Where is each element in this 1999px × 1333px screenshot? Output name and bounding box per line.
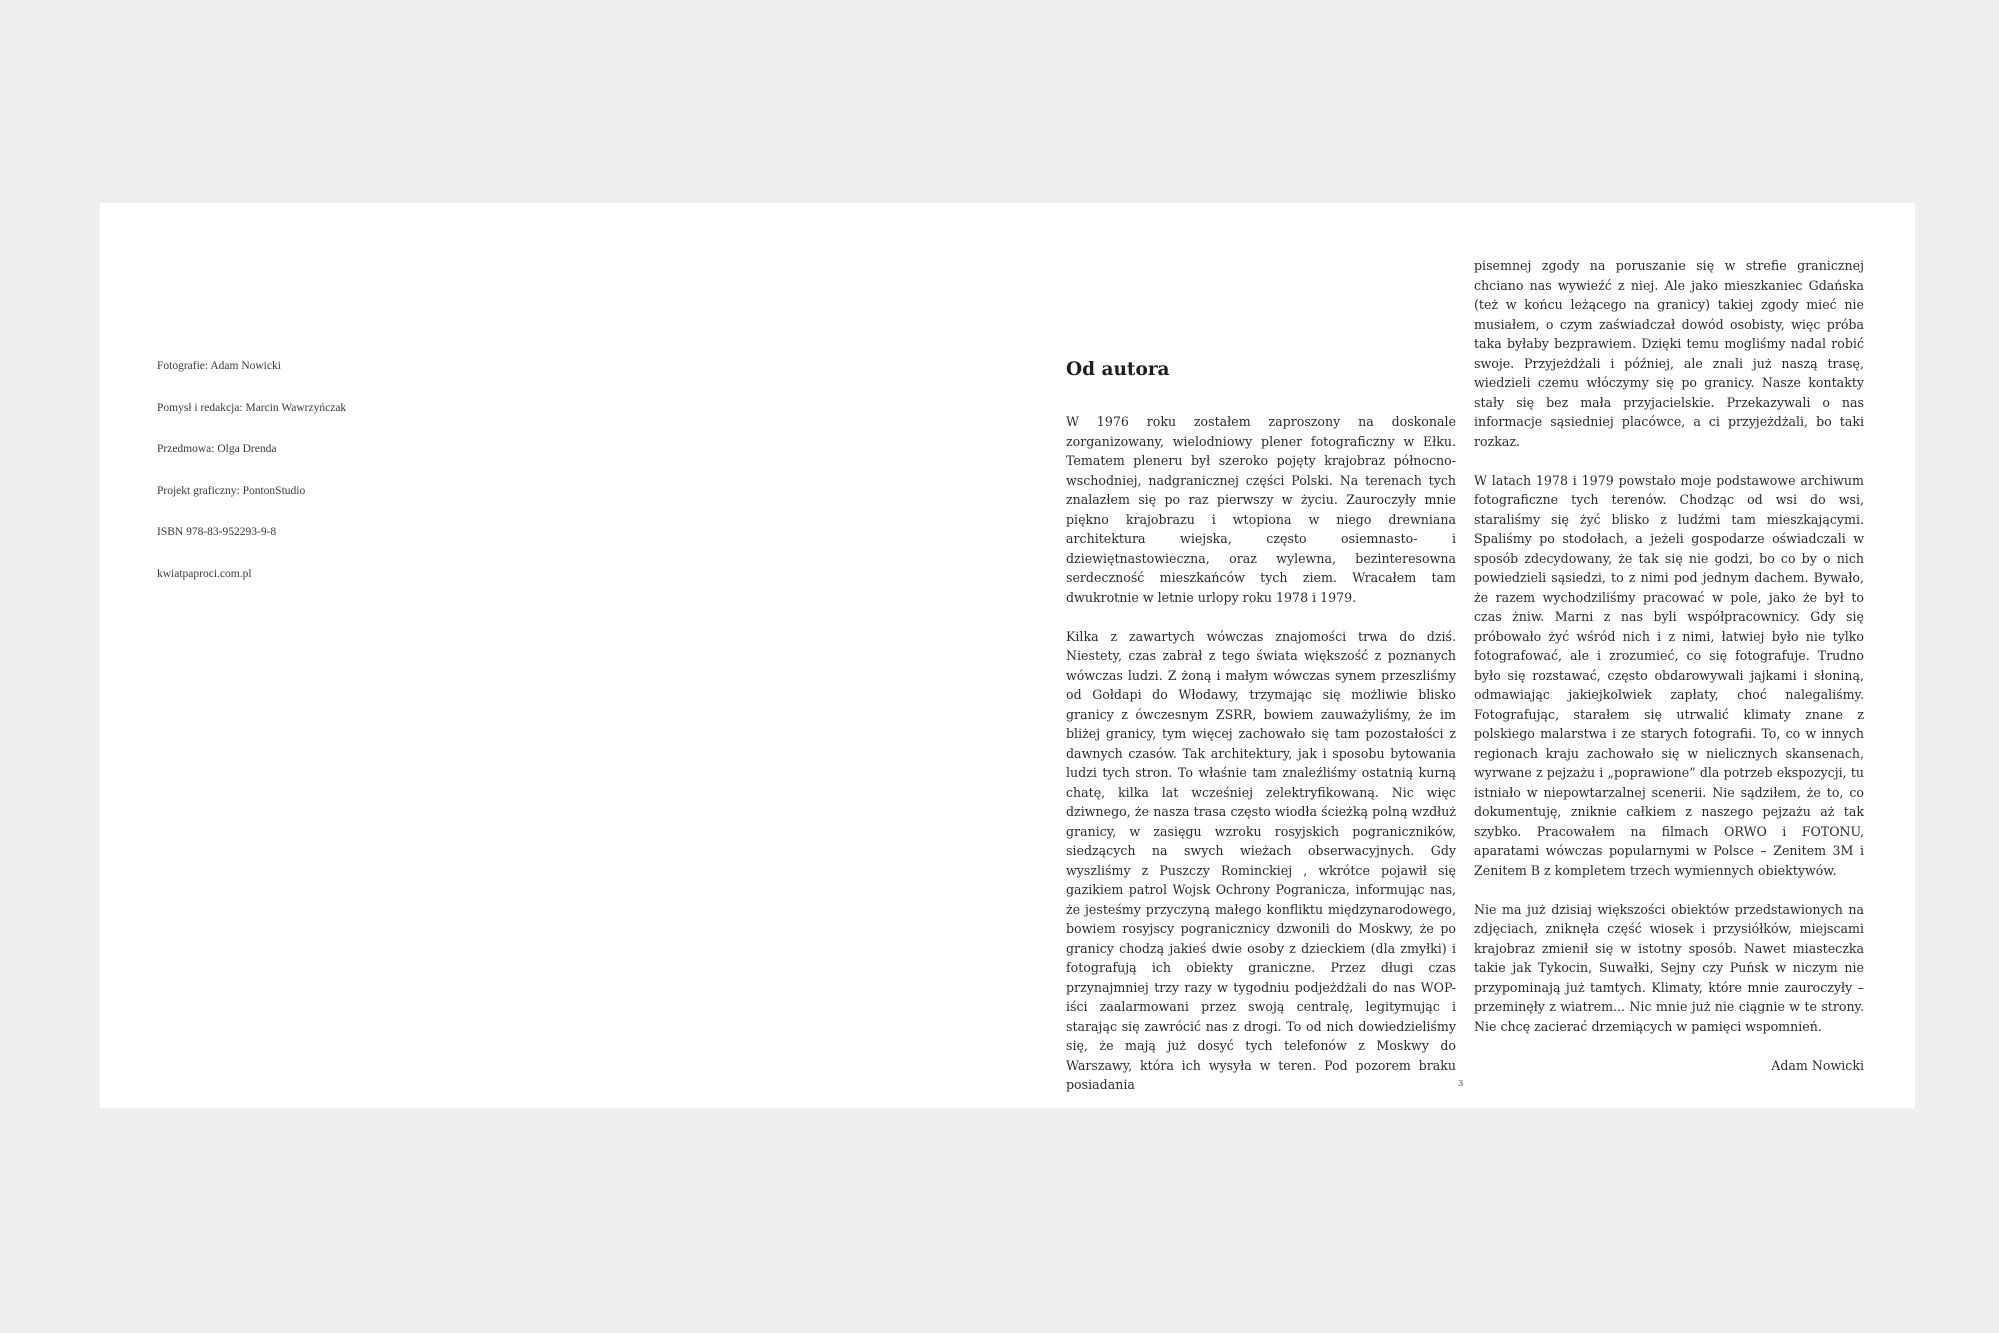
credit-photos: Fotografie: Adam Nowicki	[157, 360, 281, 372]
author-signature: Adam Nowicki	[1771, 1058, 1864, 1073]
paragraph: Nie ma już dzisiaj większości obiektów przedstawionych na zdjęciach, zniknęła część wiosek i przysiółków, miejscami krajobraz zmienił się w istotny sposób. Nawet miasteczka takie jak Tykocin, Suwałki, Sejny czy Puńsk w niczym nie przypominają już tamtych. Klimaty, które mnie zauroczyły – przeminęły z wiatrem... Nic mnie już nie ciągnie w te strony. Nie chcę zacierać drzemiących w pamięci wspomnień.	[1474, 901, 1864, 1034]
book-spread	[100, 203, 1915, 1108]
credit-foreword: Przedmowa: Olga Drenda	[157, 443, 277, 455]
colophon-credits	[157, 359, 577, 608]
text-column-left	[1066, 412, 1456, 1114]
paragraph: pisemnej zgody na poruszanie się w strefie granicznej chciano nas wywieźć z niej. Ale jako mieszkaniec Gdańska (też w końcu leżącego na granicy) takiej zgody mieć nie musiałem, o czym zaświadczał dowód osobisty, więc próba taka byłaby bezprawiem. Dzięki temu mogliśmy nadal robić swoje. Przyjeżdżali i później, ale znali już naszą trasę, wiedzieli czemu włóczymy się po granicy. Nasze kontakty stały się bez mała przyjacielskie. Przekazywali o nas informacje sąsiedniej placówce, a ci przyjeżdżali, bo taki rozkaz.	[1474, 258, 1864, 449]
paragraph: Kilka z zawartych wówczas znajomości trwa do dziś. Niestety, czas zabrał z tego świata większość z poznanych wówczas ludzi. Z żoną i małym wówczas synem przeszliśmy od Gołdapi do Włodawy, trzymając się możliwie blisko granicy z ówczesnym ZSRR, bowiem zauważyliśmy, że im bliżej granicy, tym więcej zachowało się tam pozostałości z dawnych czasów. Tak architektury, jak i sposobu bytowania ludzi tych stron. To właśnie tam znaleźliśmy ostatnią kurną chatę, kilka lat wcześniej zelektryfikowaną. Nic więc dziwnego, że nasza trasa często wiodła ścieżką polną wzdłuż granicy, w zasięgu wzroku rosyjskich pograniczników, siedzących na swych wieżach obserwacyjnych. Gdy wyszliśmy z Puszczy Rominckiej , wkrótce pojawił się gazikiem patrol Wojsk Ochrony Pogranicza, informując nas, że jesteśmy przyczyną małego konfliktu międzynarodowego, bowiem rosyjscy pogranicznicy dzwonili do Moskwy, że po granicy chodzą jakieś dwie osoby z dzieckiem (dla zmyłki) i fotografują ich obiekty graniczne. Przez długi czas przynajmniej trzy razy w tygodniu podjeżdżali do nas WOP-iści zaalarmowani przez swoją centralę, legitymując i starając się zawrócić nas z drogi. To od nich dowiedzieliśmy się, że mają już dosyć tych telefonów z Moskwy do Warszawy, która ich wysyła w teren. Pod pozorem braku posiadania	[1066, 628, 1456, 1092]
credit-design: Projekt graficzny: PontonStudio	[157, 484, 306, 497]
credit-editor: Pomysł i redakcja: Marcin Wawrzyńczak	[157, 401, 347, 414]
page-number: 3	[1458, 1079, 1464, 1089]
article-title: Od autora	[1066, 359, 1170, 380]
paragraph: W 1976 roku zostałem zaproszony na doskonale zorganizowany, wielodniowy plener fotograficzny w Ełku. Tematem pleneru był szeroko pojęty krajobraz północno-wschodniej, nadgranicznej części Polski. Na terenach tych znalazłem się po raz pierwszy w życiu. Zauroczyły mnie piękno krajobrazu i wtopiona w niego drewniana architektura wiejska, często osiemnasto- i dziewiętnastowieczna, oraz wylewna, bezinteresowna serdeczność mieszkańców tych ziem. Wracałem tam dwukrotnie w letnie urlopy roku 1978 i 1979.	[1066, 414, 1456, 605]
paragraph: W latach 1978 i 1979 powstało moje podstawowe archiwum fotograficzne tych terenów. Chodząc od wsi do wsi, staraliśmy się żyć blisko z ludźmi tam mieszkającymi. Spaliśmy po stodołach, a jeżeli gospodarze oświadczali w sposób zdecydowany, że tak się nie godzi, bo co by o nich powiedzieli sąsiedzi, to z nimi pod jednym dachem. Bywało, że razem wychodziliśmy pracować w pole, jako że był to czas żniw. Marni z nas byli współpracownicy. Gdy się próbowało żyć wśród nich i z nimi, łatwiej było nie tylko fotografować, ale i zrozumieć, co się fotografuje. Trudno było się rozstawać, często obdarowywali jajkami i słoniną, odmawiając jakiejkolwiek zapłaty, choć nalegaliśmy. Fotografując, starałem się utrwalić klimaty znane z polskiego malarstwa i ze starych fotografii. To, co w innych regionach kraju zachowało się w nielicznych skansenach, wyrwane z pejzażu i „poprawione” dla potrzeb ekspozycji, tu istniało w niepowtarzalnej scenerii. Nie sądziłem, że to, co dokumentuję, zniknie całkiem z naszego pejzażu aż tak szybko. Pracowałem na filmach ORWO i FOTONU, aparatami wówczas popularnymi w Polsce – Zenitem 3M i Zenitem B z kompletem trzech wymiennych obiektywów.	[1474, 472, 1864, 878]
credit-website: kwiatpaproci.com.pl	[157, 567, 252, 580]
text-column-right	[1474, 256, 1864, 1095]
credit-isbn: ISBN 978-83-952293-9-8	[157, 526, 277, 538]
